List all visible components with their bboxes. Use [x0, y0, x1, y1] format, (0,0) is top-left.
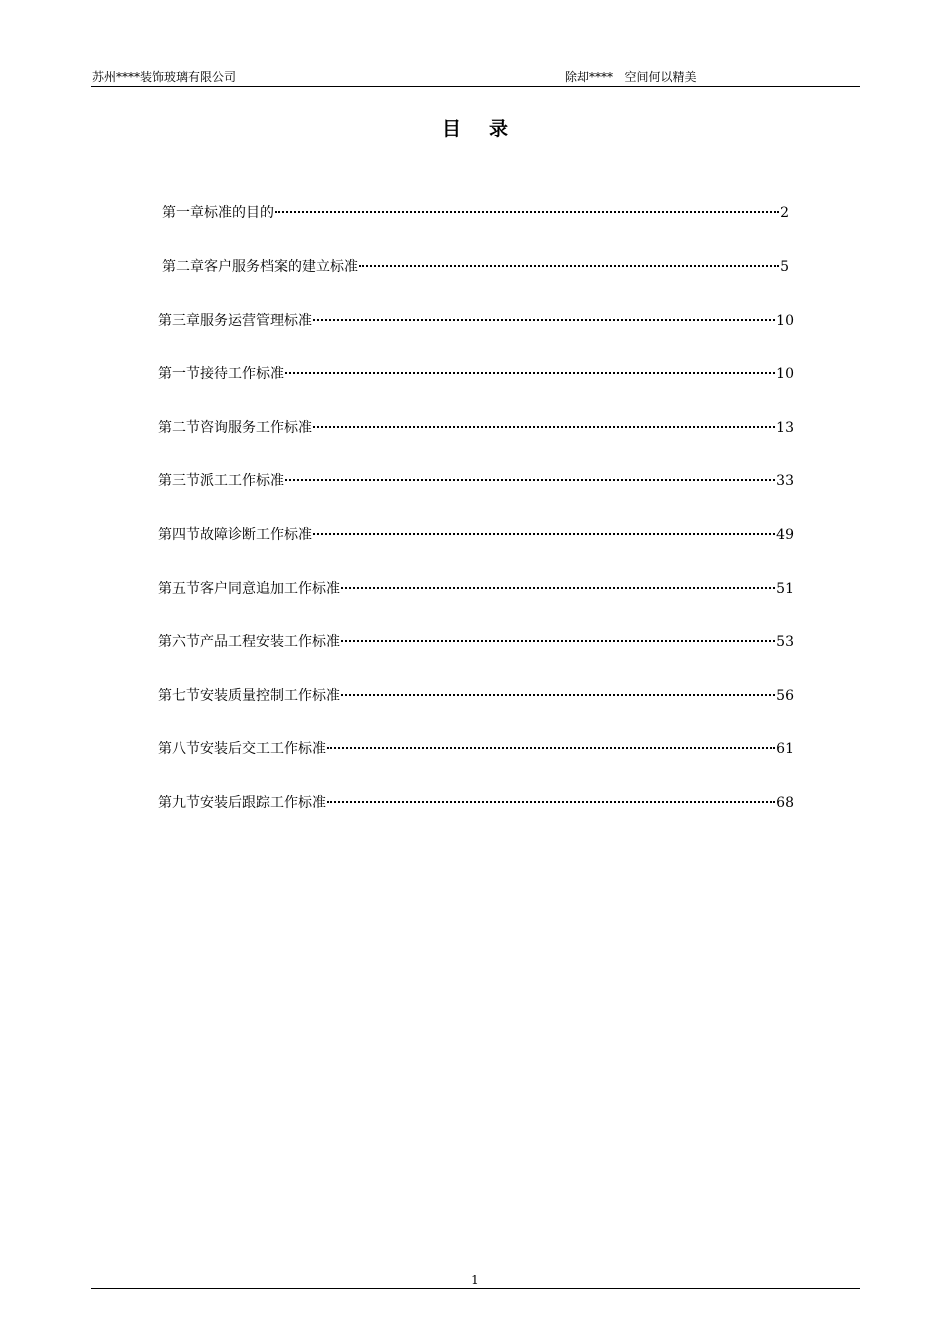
toc-entry-label: 第九节安装后跟踪工作标准: [158, 795, 326, 811]
toc-entry-page: 2: [780, 205, 789, 221]
toc-entry-page: 68: [776, 795, 794, 811]
toc-entry-label: 第三章服务运营管理标准: [158, 313, 312, 329]
toc-entry-label: 第三节派工工作标准: [158, 473, 284, 489]
toc-entry-page: 49: [776, 527, 794, 543]
toc-entry[interactable]: [158, 578, 794, 600]
page-number: 1: [471, 1273, 479, 1287]
toc-entry-page: 10: [776, 366, 794, 382]
toc-leader: [285, 372, 775, 374]
toc-entry[interactable]: [158, 524, 794, 546]
toc-leader: [327, 801, 775, 803]
toc-leader: [341, 694, 775, 696]
toc-entry-label: 第二章客户服务档案的建立标准: [162, 259, 358, 275]
toc-entry-page: 13: [776, 420, 794, 436]
toc-entry[interactable]: [158, 738, 794, 760]
toc-entry-label: 第四节故障诊断工作标准: [158, 527, 312, 543]
toc-entry[interactable]: [158, 792, 794, 814]
toc-entry[interactable]: [158, 631, 794, 653]
toc-leader: [275, 211, 779, 213]
toc-leader: [313, 426, 775, 428]
toc-entry-label: 第一节接待工作标准: [158, 366, 284, 382]
toc-entry-label: 第七节安装质量控制工作标准: [158, 688, 340, 704]
toc-entry-page: 56: [776, 688, 794, 704]
toc-leader: [359, 265, 779, 267]
toc-entry[interactable]: [158, 685, 794, 707]
toc-entry-page: 53: [776, 634, 794, 650]
header-company: 苏州****装饰玻璃有限公司: [92, 70, 237, 84]
footer-divider: [91, 1288, 860, 1289]
toc-entry[interactable]: [158, 310, 794, 332]
toc-leader: [313, 319, 775, 321]
toc-entry-label: 第五节客户同意追加工作标准: [158, 581, 340, 597]
toc-leader: [327, 747, 775, 749]
toc-entry-label: 第八节安装后交工工作标准: [158, 741, 326, 757]
page-title: 目录: [441, 118, 536, 140]
toc-entry[interactable]: [158, 417, 794, 439]
toc-entry-label: 第二节咨询服务工作标准: [158, 420, 312, 436]
toc-leader: [341, 587, 775, 589]
header-slogan: 除却**** 空间何以精美: [565, 70, 697, 84]
toc-entry-page: 10: [776, 313, 794, 329]
toc-leader: [313, 533, 775, 535]
toc-entry[interactable]: [162, 202, 789, 224]
toc-entry-label: 第六节产品工程安装工作标准: [158, 634, 340, 650]
toc-entry[interactable]: [158, 363, 794, 385]
toc-entry-page: 33: [776, 473, 794, 489]
toc-entry-page: 61: [776, 741, 794, 757]
toc-entry-page: 5: [780, 259, 789, 275]
toc-leader: [285, 479, 775, 481]
toc-entry-page: 51: [776, 581, 794, 597]
toc-entry-label: 第一章标准的目的: [162, 205, 274, 221]
toc-entry[interactable]: [158, 470, 794, 492]
page-header: [91, 68, 860, 87]
toc-leader: [341, 640, 775, 642]
toc-entry[interactable]: [162, 256, 789, 278]
